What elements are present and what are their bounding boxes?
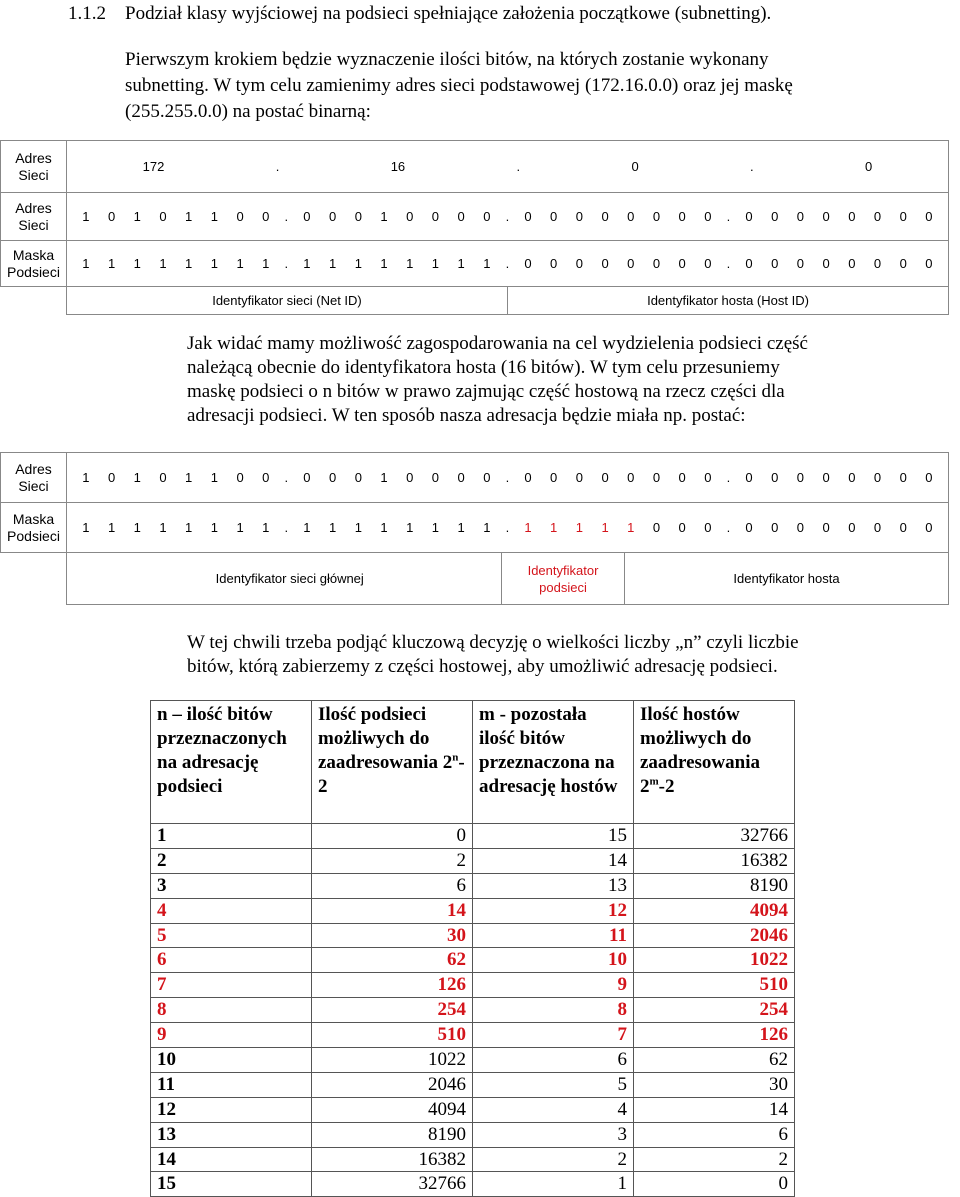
bit-value: 1 (328, 520, 337, 535)
cell-m: 12 (473, 898, 634, 923)
bit-value: 1 (133, 470, 141, 485)
bit-value: 0 (745, 209, 753, 224)
bit-value: 0 (873, 209, 882, 224)
bit-value: 0 (925, 470, 933, 485)
cell-subnets: 254 (312, 998, 473, 1023)
bit-value: 1 (107, 256, 116, 271)
bit-value: 0 (899, 256, 907, 271)
bit-value: 1 (262, 520, 270, 535)
bit-value: 0 (262, 209, 270, 224)
table-row (151, 1048, 795, 1073)
bit-value: 0 (236, 209, 244, 224)
cell-hosts: 8190 (634, 873, 795, 898)
octet-separator: . (726, 520, 731, 535)
cell-n: 15 (151, 1172, 312, 1197)
row-address-decimal (1, 141, 949, 193)
bit-value: 0 (873, 470, 882, 485)
intro-line: (255.255.0.0) na postać binarną: (125, 101, 371, 122)
bit-value: 0 (745, 256, 753, 271)
bit-value: 1 (82, 256, 90, 271)
decision-paragraph (187, 631, 799, 679)
row-mask-binary (1, 241, 949, 287)
cell-hosts: 510 (634, 973, 795, 998)
subnet-host-table (150, 700, 795, 1197)
cell-hosts: 254 (634, 998, 795, 1023)
cell-m: 3 (473, 1122, 634, 1147)
bit-value: 1 (524, 520, 532, 535)
bit-value: 1 (483, 256, 491, 271)
bit-value: 0 (328, 470, 337, 485)
bit-value: 0 (678, 209, 686, 224)
spacer-cell (1, 553, 67, 605)
section-number: 1.1.2 (68, 3, 106, 24)
cell-n: 14 (151, 1147, 312, 1172)
row-label: Maska Podsieci (1, 241, 67, 287)
octet-value: 16 (390, 159, 406, 174)
bit-value: 0 (262, 470, 270, 485)
cell-hosts: 14 (634, 1097, 795, 1122)
cell-hosts: 2 (634, 1147, 795, 1172)
cell-subnets: 126 (312, 973, 473, 998)
header-n-bits: n – ilość bitów przeznaczonych na adresację podsieci (151, 701, 312, 824)
intro-line: Pierwszym krokiem będzie wyznaczenie ilości bitów, na których zostanie wykonany (125, 49, 769, 70)
bit-value: 0 (652, 256, 661, 271)
paragraph-line: bitów, którą zabierzemy z części hostowej, aby umożliwić adresację podsieci. (187, 656, 778, 677)
net-id-label: Identyfikator sieci (Net ID) (67, 287, 508, 315)
cell-n: 4 (151, 898, 312, 923)
bit-value: 0 (236, 470, 244, 485)
cell-subnets: 6 (312, 873, 473, 898)
bit-value: 0 (822, 520, 830, 535)
bit-value: 0 (848, 520, 856, 535)
bit-value: 1 (133, 209, 141, 224)
bit-value: 1 (431, 520, 440, 535)
cell-m: 10 (473, 948, 634, 973)
bit-value: 1 (236, 256, 244, 271)
paragraph-line: maskę podsieci o n bitów w prawo zajmując część hostową na rzecz części dla (187, 381, 785, 402)
cell-n: 11 (151, 1072, 312, 1097)
bit-value: 1 (262, 256, 270, 271)
table-row (151, 1023, 795, 1048)
cell-subnets: 4094 (312, 1097, 473, 1122)
bit-value: 0 (601, 470, 609, 485)
bit-value: 1 (380, 209, 388, 224)
octet-separator: . (505, 470, 510, 485)
bit-value: 1 (107, 520, 116, 535)
header-subnet-count: Ilość podsieci możliwych do zaadresowania 2$^n$-2 (312, 701, 473, 824)
spacer-cell (67, 553, 79, 605)
cell-subnets: 2 (312, 848, 473, 873)
row-label: Adres Sieci (1, 141, 67, 193)
binary-table-1 (0, 140, 949, 315)
cell-n: 7 (151, 973, 312, 998)
bit-value: 1 (82, 520, 90, 535)
main-net-id-label: Identyfikator sieci głównej (79, 553, 502, 605)
paragraph-line: adresacji podsieci. W ten sposób nasza adresacja będzie miała np. postać: (187, 405, 746, 426)
octet-value: 0 (865, 159, 873, 174)
bit-value: 0 (652, 520, 661, 535)
bit-value: 0 (925, 256, 933, 271)
bit-value: 0 (771, 209, 779, 224)
cell-subnets: 510 (312, 1023, 473, 1048)
bit-value: 0 (483, 209, 491, 224)
bit-value: 1 (159, 520, 167, 535)
row-address-binary (1, 193, 949, 241)
host-id-label: Identyfikator hosta (625, 553, 949, 605)
bit-value: 0 (745, 470, 753, 485)
table-row (151, 973, 795, 998)
bit-value: 1 (185, 209, 193, 224)
octet-separator: . (750, 159, 754, 174)
octet-list (67, 159, 948, 174)
bit-value: 0 (406, 209, 414, 224)
bit-value: 1 (601, 520, 609, 535)
cell-subnets: 1022 (312, 1048, 473, 1073)
address-bits (67, 453, 949, 503)
cell-n: 10 (151, 1048, 312, 1073)
table-header-row (151, 701, 795, 824)
bit-value: 0 (431, 470, 440, 485)
address-bits (67, 193, 949, 241)
paragraph-line: należącą obecnie do identyfikatora hosta (16 bitów). W tym celu przesuniemy (187, 357, 780, 378)
bit-value: 0 (771, 520, 779, 535)
bit-value: 0 (431, 209, 440, 224)
bit-list (67, 520, 948, 535)
row-id-labels (1, 287, 949, 315)
table-row (151, 923, 795, 948)
bit-value: 0 (575, 470, 583, 485)
bit-value: 0 (550, 470, 558, 485)
table-row (151, 848, 795, 873)
bit-value: 1 (303, 520, 311, 535)
table-row (151, 873, 795, 898)
octet-separator: . (505, 256, 510, 271)
cell-n: 2 (151, 848, 312, 873)
cell-n: 9 (151, 1023, 312, 1048)
bit-value: 0 (483, 470, 491, 485)
bit-value: 1 (210, 256, 218, 271)
bit-value: 0 (678, 520, 686, 535)
bit-value: 0 (704, 520, 712, 535)
cell-m: 15 (473, 824, 634, 849)
bit-value: 0 (303, 209, 311, 224)
bit-value: 1 (406, 520, 414, 535)
table-row (151, 948, 795, 973)
cell-subnets: 14 (312, 898, 473, 923)
octet-separator: . (284, 256, 289, 271)
section-title: Podział klasy wyjściowej na podsieci spełniające założenia początkowe (subnetting). (125, 3, 772, 24)
header-host-count: Ilość hostów możliwych do zaadresowania 2$^m$-2 (634, 701, 795, 824)
mask-bits (67, 503, 949, 553)
spacer-cell (1, 287, 67, 315)
bit-value: 0 (159, 209, 167, 224)
cell-n: 5 (151, 923, 312, 948)
bit-value: 0 (107, 209, 116, 224)
bit-value: 0 (796, 520, 805, 535)
bit-value: 0 (873, 256, 882, 271)
octet-separator: . (516, 159, 521, 174)
subnet-id-label: Identyfikator podsieci (502, 553, 625, 605)
bit-value: 0 (796, 470, 805, 485)
bit-value: 0 (652, 209, 661, 224)
cell-n: 3 (151, 873, 312, 898)
bit-value: 1 (82, 470, 90, 485)
bit-value: 1 (185, 470, 193, 485)
bit-value: 0 (822, 470, 830, 485)
bit-value: 0 (550, 256, 558, 271)
bit-list (67, 256, 948, 271)
octet-separator: . (275, 159, 280, 174)
table-row (151, 998, 795, 1023)
bit-value: 0 (925, 209, 933, 224)
bit-value: 1 (380, 470, 388, 485)
bit-value: 1 (627, 520, 635, 535)
bit-value: 1 (380, 520, 388, 535)
bit-value: 0 (524, 256, 532, 271)
bit-value: 0 (745, 520, 753, 535)
bit-value: 0 (524, 470, 532, 485)
intro-line: subnetting. W tym celu zamienimy adres sieci podstawowej (172.16.0.0) oraz jej maskę (125, 75, 793, 96)
row-address-binary (1, 453, 949, 503)
bit-value: 1 (380, 256, 388, 271)
table-row (151, 1097, 795, 1122)
row-mask-binary (1, 503, 949, 553)
bit-value: 0 (848, 470, 856, 485)
bit-value: 1 (550, 520, 558, 535)
table-body (151, 824, 795, 1197)
bit-value: 1 (133, 520, 141, 535)
bit-value: 1 (457, 256, 465, 271)
bit-value: 0 (601, 209, 609, 224)
bit-value: 1 (328, 256, 337, 271)
bit-value: 0 (107, 470, 116, 485)
intro-paragraph (125, 47, 885, 125)
row-label: Adres Sieci (1, 453, 67, 503)
cell-subnets: 16382 (312, 1147, 473, 1172)
cell-hosts: 6 (634, 1122, 795, 1147)
bit-value: 1 (406, 256, 414, 271)
row-id-labels (1, 553, 949, 605)
bit-value: 1 (575, 520, 583, 535)
table-row (151, 1147, 795, 1172)
cell-n: 13 (151, 1122, 312, 1147)
octet-separator: . (284, 209, 289, 224)
table-row (151, 898, 795, 923)
bit-value: 1 (303, 256, 311, 271)
octet-separator: . (284, 520, 289, 535)
bit-value: 0 (899, 209, 907, 224)
bit-value: 0 (873, 520, 882, 535)
table-row (151, 1172, 795, 1197)
bit-value: 0 (550, 209, 558, 224)
bit-value: 0 (652, 470, 661, 485)
cell-hosts: 0 (634, 1172, 795, 1197)
cell-subnets: 30 (312, 923, 473, 948)
host-id-label: Identyfikator hosta (Host ID) (508, 287, 949, 315)
explanation-paragraph (187, 332, 808, 428)
cell-m: 4 (473, 1097, 634, 1122)
octets-decimal (67, 141, 949, 193)
cell-hosts: 62 (634, 1048, 795, 1073)
cell-subnets: 2046 (312, 1072, 473, 1097)
bit-value: 1 (354, 256, 362, 271)
bit-value: 0 (796, 256, 805, 271)
bit-value: 0 (601, 256, 609, 271)
cell-m: 8 (473, 998, 634, 1023)
cell-m: 1 (473, 1172, 634, 1197)
cell-n: 6 (151, 948, 312, 973)
bit-value: 0 (575, 209, 583, 224)
bit-list (67, 470, 948, 485)
cell-m: 13 (473, 873, 634, 898)
binary-table-2 (0, 452, 949, 605)
bit-value: 0 (796, 209, 805, 224)
paragraph-line: Jak widać mamy możliwość zagospodarowania na cel wydzielenia podsieci część (187, 333, 808, 354)
cell-subnets: 62 (312, 948, 473, 973)
cell-hosts: 1022 (634, 948, 795, 973)
cell-n: 1 (151, 824, 312, 849)
bit-value: 1 (354, 520, 362, 535)
cell-hosts: 30 (634, 1072, 795, 1097)
cell-m: 5 (473, 1072, 634, 1097)
bit-value: 0 (159, 470, 167, 485)
bit-value: 0 (678, 256, 686, 271)
header-m-bits: m - pozostała ilość bitów przeznaczona na adresację hostów (473, 701, 634, 824)
octet-separator: . (726, 256, 731, 271)
bit-value: 0 (848, 256, 856, 271)
bit-value: 0 (822, 209, 830, 224)
row-label: Maska Podsieci (1, 503, 67, 553)
bit-value: 0 (899, 520, 907, 535)
bit-value: 0 (406, 470, 414, 485)
bit-value: 0 (575, 256, 583, 271)
bit-value: 1 (82, 209, 90, 224)
cell-subnets: 0 (312, 824, 473, 849)
bit-value: 1 (210, 470, 218, 485)
bit-value: 0 (771, 470, 779, 485)
cell-subnets: 32766 (312, 1172, 473, 1197)
octet-separator: . (505, 209, 510, 224)
cell-m: 7 (473, 1023, 634, 1048)
bit-value: 0 (328, 209, 337, 224)
cell-hosts: 32766 (634, 824, 795, 849)
octet-separator: . (726, 470, 731, 485)
cell-subnets: 8190 (312, 1122, 473, 1147)
bit-value: 0 (627, 256, 635, 271)
cell-hosts: 4094 (634, 898, 795, 923)
bit-value: 0 (771, 256, 779, 271)
cell-hosts: 16382 (634, 848, 795, 873)
cell-m: 14 (473, 848, 634, 873)
cell-hosts: 2046 (634, 923, 795, 948)
bit-value: 0 (627, 209, 635, 224)
octet-value: 0 (631, 159, 639, 174)
table-row (151, 1122, 795, 1147)
cell-n: 8 (151, 998, 312, 1023)
bit-value: 0 (524, 209, 532, 224)
mask-bits (67, 241, 949, 287)
bit-value: 0 (704, 256, 712, 271)
octet-value: 172 (142, 159, 165, 174)
bit-value: 1 (457, 520, 465, 535)
cell-m: 11 (473, 923, 634, 948)
cell-m: 6 (473, 1048, 634, 1073)
bit-value: 0 (704, 470, 712, 485)
bit-value: 1 (236, 520, 244, 535)
bit-value: 1 (133, 256, 141, 271)
bit-value: 0 (822, 256, 830, 271)
cell-m: 9 (473, 973, 634, 998)
bit-value: 1 (483, 520, 491, 535)
bit-list (67, 209, 948, 224)
bit-value: 0 (457, 209, 465, 224)
cell-m: 2 (473, 1147, 634, 1172)
bit-value: 0 (704, 209, 712, 224)
bit-value: 0 (457, 470, 465, 485)
bit-value: 1 (159, 256, 167, 271)
bit-value: 0 (925, 520, 933, 535)
octet-separator: . (726, 209, 731, 224)
bit-value: 0 (627, 470, 635, 485)
bit-value: 1 (185, 256, 193, 271)
cell-n: 12 (151, 1097, 312, 1122)
bit-value: 1 (185, 520, 193, 535)
bit-value: 1 (210, 520, 218, 535)
bit-value: 1 (431, 256, 440, 271)
bit-value: 0 (354, 209, 362, 224)
octet-separator: . (284, 470, 289, 485)
cell-hosts: 126 (634, 1023, 795, 1048)
bit-value: 1 (210, 209, 218, 224)
row-label: Adres Sieci (1, 193, 67, 241)
paragraph-line: W tej chwili trzeba podjąć kluczową decyzję o wielkości liczby „n” czyli liczbie (187, 632, 799, 653)
bit-value: 0 (899, 470, 907, 485)
bit-value: 0 (848, 209, 856, 224)
table-row (151, 1072, 795, 1097)
table-row (151, 824, 795, 849)
bit-value: 0 (678, 470, 686, 485)
bit-value: 0 (354, 470, 362, 485)
bit-value: 0 (303, 470, 311, 485)
octet-separator: . (505, 520, 510, 535)
